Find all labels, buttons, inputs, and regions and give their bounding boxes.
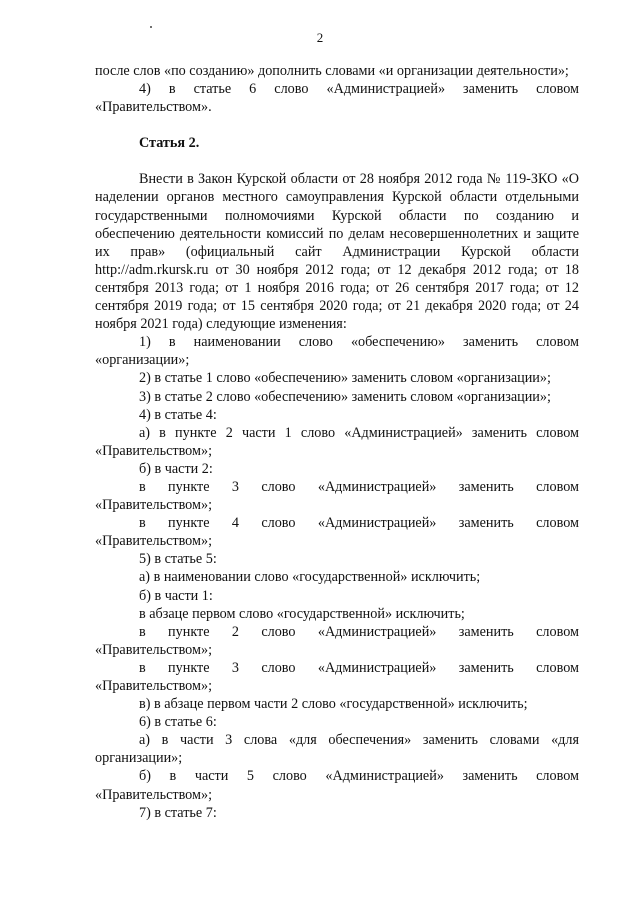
body-paragraph: а) в пункте 2 части 1 слово «Администрацией» заменить словом «Правительством»; [95,424,579,459]
body-paragraph: 6) в статье 6: [139,714,217,731]
body-paragraph: в пункте 2 слово «Администрацией» заменить словом «Правительством»; [95,623,579,658]
body-paragraph: 7) в статье 7: [139,804,217,821]
scan-speck [150,26,152,28]
body-paragraph: а) в наименовании слово «государственной» исключить; [139,569,481,586]
body-paragraph: в пункте 4 слово «Администрацией» заменить словом «Правительством»; [95,515,579,550]
body-paragraph: 1) в наименовании слово «обеспечению» заменить словом «организации»; [95,334,579,369]
intro-paragraph: после слов «по созданию» дополнить словами «и организации деятельности»; [95,63,569,79]
intro-paragraph: 4) в статье 6 слово «Администрацией» заменить словом «Правительством». [95,81,579,116]
body-paragraph: б) в части 1: [139,587,213,604]
body-paragraph: 4) в статье 4: [139,406,217,423]
body-paragraph: б) в части 2: [139,460,213,477]
body-paragraph: 2) в статье 1 слово «обеспечению» заменить словом «организации»; [139,370,551,387]
article-heading: Статья 2. [139,135,200,152]
body-paragraph: 5) в статье 5: [139,551,217,568]
page-number: 2 [316,30,324,45]
body-paragraph: в пункте 3 слово «Администрацией» заменить словом «Правительством»; [95,478,579,514]
body-paragraph: б) в части 5 слово «Администрацией» заменить словом «Правительством»; [95,768,579,803]
body-paragraph: в пункте 3 слово «Администрацией» заменить словом «Правительством»; [95,659,579,694]
body-paragraph: 3) в статье 2 слово «обеспечению» заменить словом «организации»; [139,388,551,405]
body-paragraph: а) в части 3 слова «для обеспечения» заменить словами «для организации»; [95,732,579,767]
body-paragraph: в) в абзаце первом части 2 слово «государственной» исключить; [139,696,528,713]
body-paragraph: в абзаце первом слово «государственной» исключить; [139,605,465,622]
document-body [95,62,579,822]
body-paragraph: Внести в Закон Курской области от 28 ноября 2012 года № 119-ЗКО «О наделении органов местного самоуправления Курской области отдельными государственными полномочиями Курской области по созданию и обеспечению деятельности комиссий по делам несовершеннолетних и защите их прав» (официальный сайт Администрации Курской области http://adm.rkursk.ru от 30 ноября 2012 года; от 12 декабря 2012 года; от 18 сентября 2013 года; от 1 ноября 2016 года; от 26 сентября 2017 года; от 12 сентября 2019 года; от 15 сентября 2020 года; от 21 декабря 2020 года; от 24 ноября 2021 года) следующие изменения: [95,171,579,333]
